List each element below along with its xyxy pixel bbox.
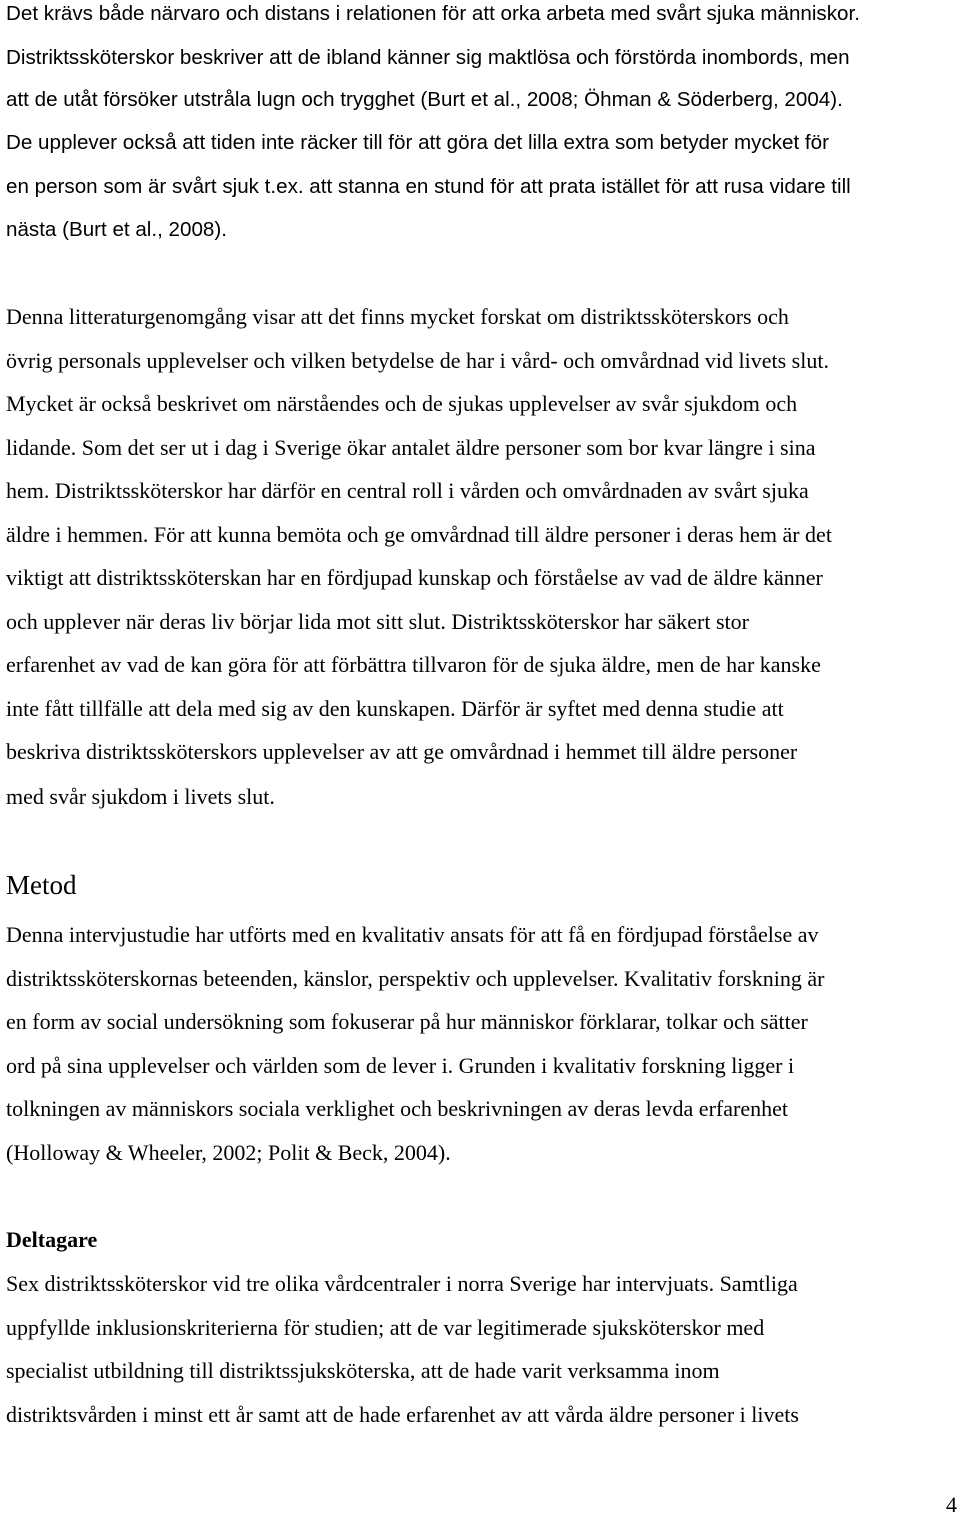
deltagare-line: uppfyllde inklusionskriterierna för studien; att de var legitimerade sjuksköterskor med <box>6 1315 765 1340</box>
page-number: 4 <box>946 1492 957 1517</box>
paragraph-2-line: äldre i hemmen. För att kunna bemöta och ge omvårdnad till äldre personer i deras hem är det <box>6 522 832 547</box>
paragraph-2-line: lidande. Som det ser ut i dag i Sverige ökar antalet äldre personer som bor kvar längre i sina <box>6 435 816 460</box>
deltagare-line: specialist utbildning till distriktssjuksköterska, att de hade varit verksamma inom <box>6 1358 720 1383</box>
metod-line: en form av social undersökning som fokuserar på hur människor förklarar, tolkar och sätter <box>6 1009 808 1034</box>
metod-line: ord på sina upplevelser och världen som de lever i. Grunden i kvalitativ forskning ligger i <box>6 1053 795 1078</box>
paragraph-1-line: Det krävs både närvaro och distans i relationen för att orka arbeta med svårt sjuka människor. <box>6 2 860 25</box>
paragraph-1-line: Distriktssköterskor beskriver att de ibland känner sig maktlösa och förstörda inombords, men <box>6 46 850 69</box>
section-heading-deltagare: Deltagare <box>6 1227 98 1252</box>
paragraph-2-line: Mycket är också beskrivet om närståendes och de sjukas upplevelser av svår sjukdom och <box>6 391 798 416</box>
paragraph-2-line: erfarenhet av vad de kan göra för att förbättra tillvaron för de sjuka äldre, men de har kanske <box>6 652 821 677</box>
metod-line: Denna intervjustudie har utförts med en kvalitativ ansats för att få en fördjupad förståelse av <box>6 922 819 947</box>
section-heading-metod: Metod <box>6 870 77 900</box>
paragraph-1-line: en person som är svårt sjuk t.ex. att stanna en stund för att prata istället för att rusa vidare till <box>6 175 851 198</box>
paragraph-1-line: att de utåt försöker utstråla lugn och trygghet (Burt et al., 2008; Öhman & Söderberg, 2004). <box>6 88 843 111</box>
deltagare-line: Sex distriktssköterskor vid tre olika vårdcentraler i norra Sverige har intervjuats. Samtliga <box>6 1271 798 1296</box>
deltagare-line: distriktsvården i minst ett år samt att de hade erfarenhet av att vårda äldre personer i livets <box>6 1402 799 1427</box>
paragraph-2-line: inte fått tillfälle att dela med sig av den kunskapen. Därför är syftet med denna studie att <box>6 696 784 721</box>
paragraph-2-line: med svår sjukdom i livets slut. <box>6 784 275 809</box>
metod-line: distriktssköterskornas beteenden, känslor, perspektiv och upplevelser. Kvalitativ forskning är <box>6 966 825 991</box>
paragraph-2-line: beskriva distriktssköterskors upplevelser av att ge omvårdnad i hemmet till äldre personer <box>6 739 798 764</box>
paragraph-1-line: De upplever också att tiden inte räcker till för att göra det lilla extra som betyder mycket för <box>6 131 829 154</box>
paragraph-2-line: och upplever när deras liv börjar lida mot sitt slut. Distriktssköterskor har säkert stor <box>6 609 749 634</box>
paragraph-2-line: viktigt att distriktssköterskan har en fördjupad kunskap och förståelse av vad de äldre känner <box>6 565 823 590</box>
paragraph-2-line: hem. Distriktssköterskor har därför en central roll i vården och omvårdnaden av svårt sjuka <box>6 478 809 503</box>
paragraph-2-line: Denna litteraturgenomgång visar att det finns mycket forskat om distriktssköterskors och <box>6 304 789 329</box>
paragraph-2-line: övrig personals upplevelser och vilken betydelse de har i vård- och omvårdnad vid livets slut. <box>6 348 829 373</box>
metod-line: tolkningen av människors sociala verklighet och beskrivningen av deras levda erfarenhet <box>6 1096 788 1121</box>
metod-line: (Holloway & Wheeler, 2002; Polit & Beck, 2004). <box>6 1140 451 1165</box>
paragraph-1-line: nästa (Burt et al., 2008). <box>6 218 227 241</box>
